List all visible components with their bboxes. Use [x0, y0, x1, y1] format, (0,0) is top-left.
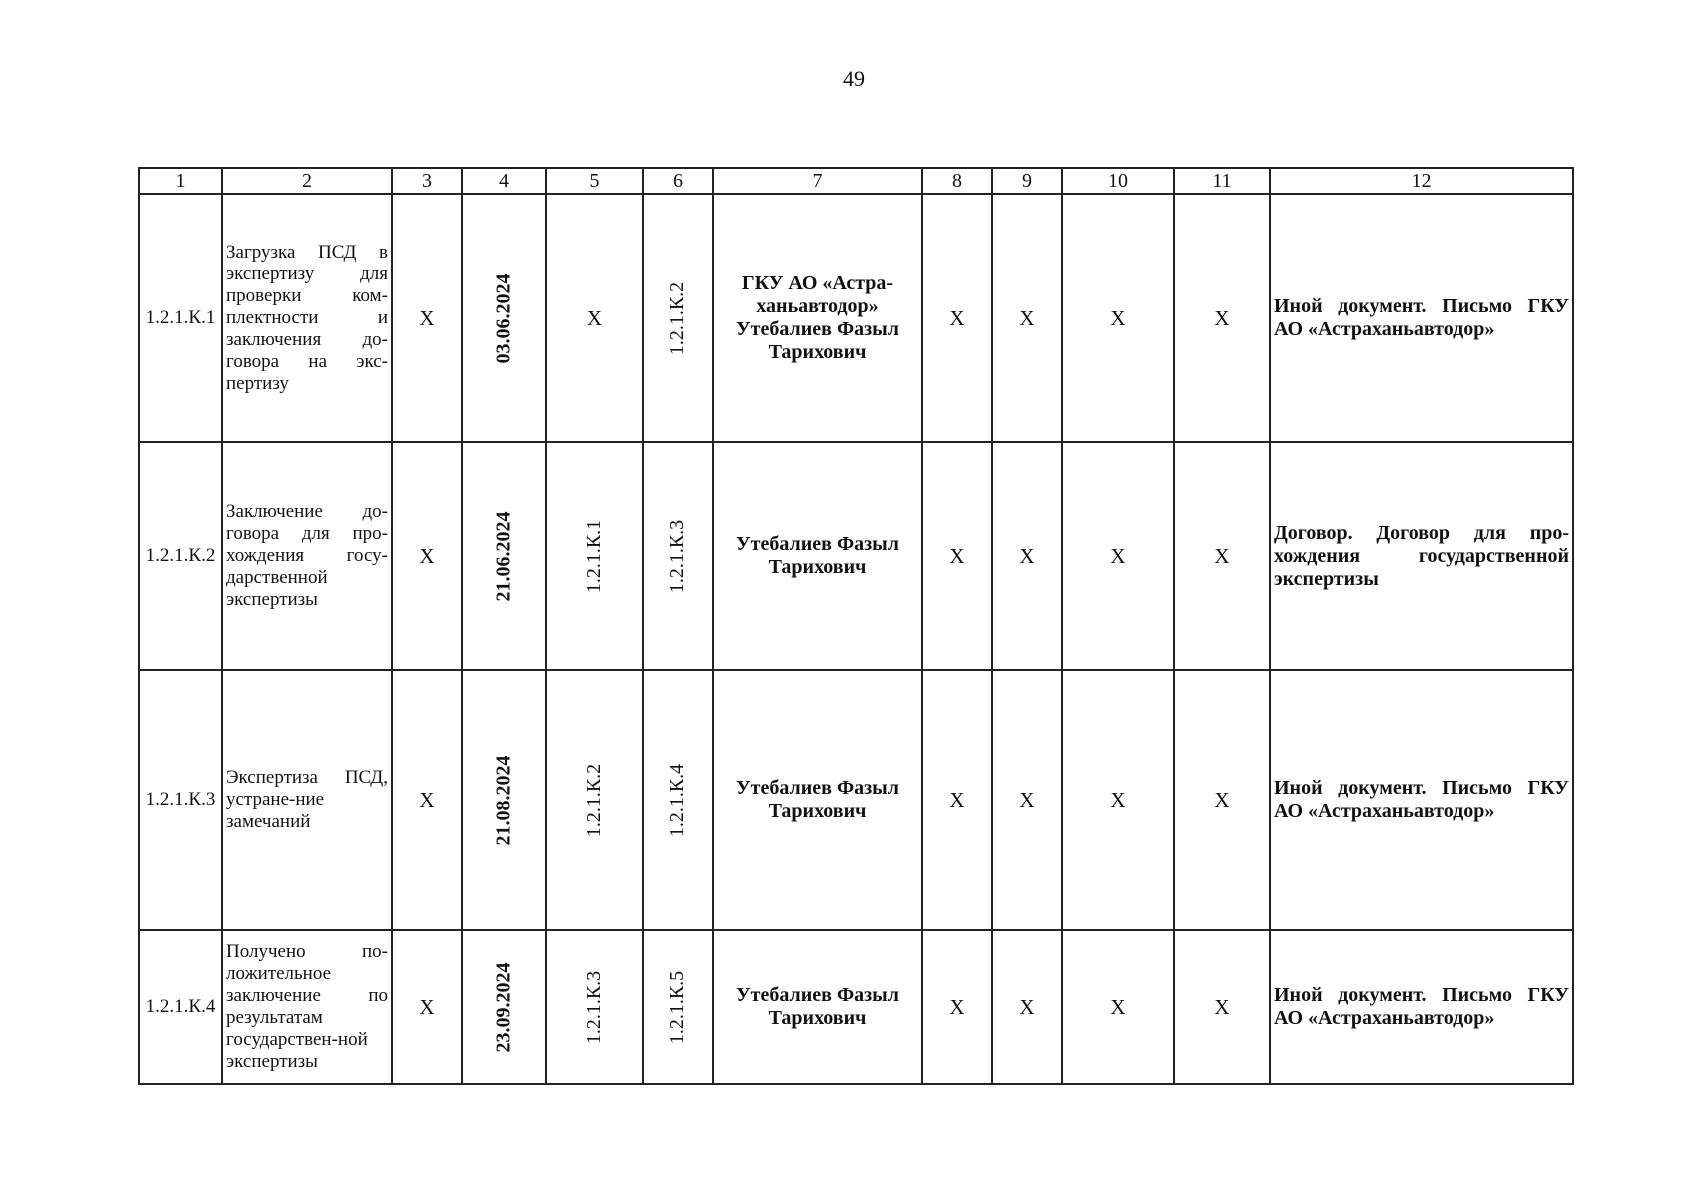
date-value: 21.06.2024	[492, 511, 515, 601]
document-cell: Иной документ. Письмо ГКУ АО «Астраханьавтодор»	[1270, 194, 1573, 442]
event-name: Загрузка ПСД в экспертизу для проверки ком-плектности и заключения до-говора на экс-пертизу	[222, 194, 392, 442]
cell-col8: X	[922, 194, 992, 442]
column-header: 9	[992, 168, 1062, 194]
predecessor-cell	[546, 442, 643, 670]
successor-value: 1.2.1.К.4	[666, 763, 689, 837]
column-header: 3	[392, 168, 462, 194]
cell-col3: X	[392, 442, 462, 670]
date-cell	[462, 670, 546, 930]
column-header: 10	[1062, 168, 1174, 194]
successor-cell	[643, 670, 713, 930]
event-name: Заключение до-говора для про-хождения госу-дарственной экспертизы	[222, 442, 392, 670]
cell-col10: X	[1062, 670, 1174, 930]
date-cell	[462, 442, 546, 670]
date-value: 23.09.2024	[492, 962, 515, 1052]
predecessor-value: 1.2.1.К.1	[583, 519, 605, 593]
cell-col10: X	[1062, 194, 1174, 442]
column-header: 12	[1270, 168, 1573, 194]
date-cell	[462, 930, 546, 1084]
cell-col9: X	[992, 930, 1062, 1084]
event-id: 1.2.1.К.2	[139, 442, 222, 670]
document-cell: Иной документ. Письмо ГКУ АО «Астраханьавтодор»	[1270, 930, 1573, 1084]
predecessor-value: 1.2.1.К.2	[583, 763, 605, 837]
cell-col11: X	[1174, 442, 1270, 670]
predecessor-value: 1.2.1.К.3	[583, 970, 605, 1044]
header-row	[139, 168, 1573, 194]
column-header: 6	[643, 168, 713, 194]
responsible-cell: ГКУ АО «Астра-ханьавтодор» Утебалиев Фазыл Тарихович	[713, 194, 922, 442]
column-header: 11	[1174, 168, 1270, 194]
table-row	[139, 442, 1573, 670]
successor-value: 1.2.1.К.5	[666, 970, 689, 1044]
event-id: 1.2.1.К.3	[139, 670, 222, 930]
cell-col3: X	[392, 670, 462, 930]
table-row	[139, 670, 1573, 930]
successor-value: 1.2.1.К.2	[666, 281, 689, 355]
predecessor-cell	[546, 670, 643, 930]
cell-col11: X	[1174, 670, 1270, 930]
cell-col3: X	[392, 194, 462, 442]
date-value: 03.06.2024	[492, 273, 515, 363]
column-header: 4	[462, 168, 546, 194]
cell-col11: X	[1174, 194, 1270, 442]
successor-cell	[643, 930, 713, 1084]
event-name: Экспертиза ПСД, устране-ние замечаний	[222, 670, 392, 930]
page-number: 49	[843, 66, 865, 91]
responsible-cell: Утебалиев Фазыл Тарихович	[713, 442, 922, 670]
responsible-cell: Утебалиев Фазыл Тарихович	[713, 930, 922, 1084]
column-header: 1	[139, 168, 222, 194]
column-header: 2	[222, 168, 392, 194]
successor-value: 1.2.1.К.3	[666, 519, 689, 593]
document-cell: Иной документ. Письмо ГКУ АО «Астраханьавтодор»	[1270, 670, 1573, 930]
table-row	[139, 930, 1573, 1084]
cell-col11: X	[1174, 930, 1270, 1084]
predecessor-cell	[546, 930, 643, 1084]
document-cell: Договор. Договор для про-хождения государственной экспертизы	[1270, 442, 1573, 670]
cell-col9: X	[992, 442, 1062, 670]
successor-cell	[643, 442, 713, 670]
column-header: 7	[713, 168, 922, 194]
date-cell	[462, 194, 546, 442]
table-row	[139, 194, 1573, 442]
predecessor-cell: X	[546, 194, 643, 442]
successor-cell	[643, 194, 713, 442]
cell-col10: X	[1062, 930, 1174, 1084]
event-id: 1.2.1.К.4	[139, 930, 222, 1084]
control-points-table	[138, 167, 1574, 1085]
cell-col9: X	[992, 194, 1062, 442]
column-header: 5	[546, 168, 643, 194]
cell-col10: X	[1062, 442, 1174, 670]
cell-col8: X	[922, 670, 992, 930]
responsible-cell: Утебалиев Фазыл Тарихович	[713, 670, 922, 930]
cell-col8: X	[922, 930, 992, 1084]
column-header: 8	[922, 168, 992, 194]
cell-col8: X	[922, 442, 992, 670]
cell-col3: X	[392, 930, 462, 1084]
cell-col9: X	[992, 670, 1062, 930]
date-value: 21.08.2024	[492, 755, 515, 845]
event-id: 1.2.1.К.1	[139, 194, 222, 442]
event-name: Получено по-ложительное заключение по результатам государствен-ной экспертизы	[222, 930, 392, 1084]
